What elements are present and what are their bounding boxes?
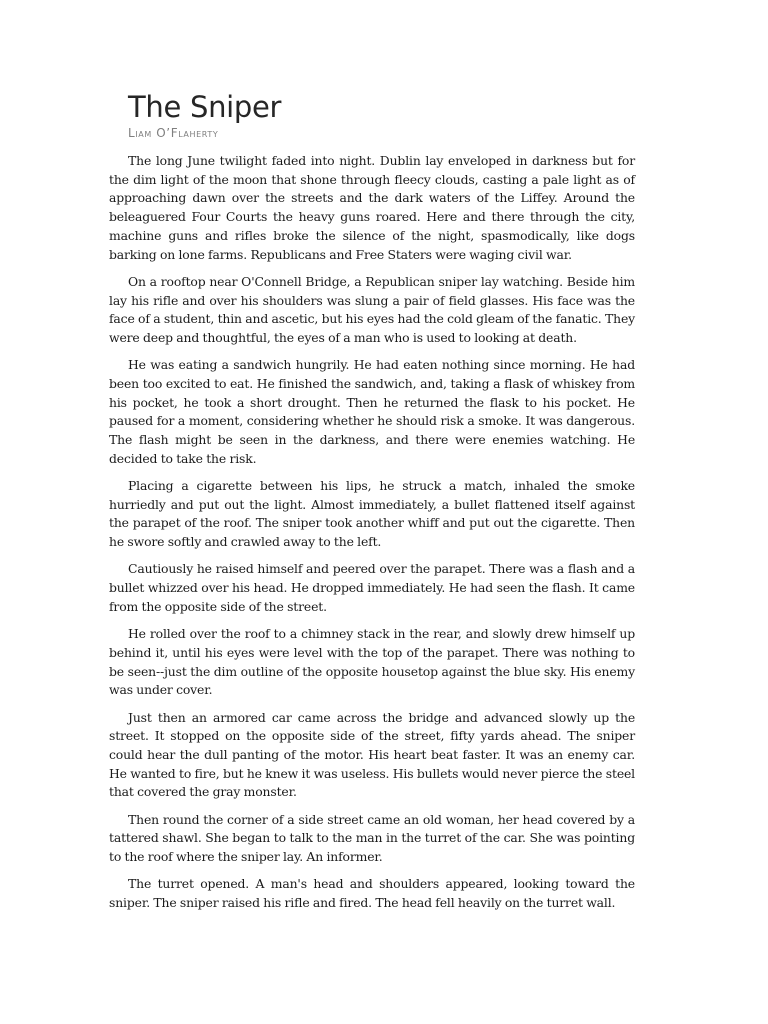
- paragraph-7: Just then an armored car came across the bridge and advanced slowly up the street. It stopped on the opposite side of the street, fifty yards ahead. The sniper could hear the dull panting of the motor. His heart beat faster. It was an enemy car. He wanted to fire, but he knew it was useless. His bullets would never pierce the steel that covered the gray monster.: [109, 709, 635, 800]
- paragraph-6: He rolled over the roof to a chimney stack in the rear, and slowly drew himself up behind it, until his eyes were level with the top of the parapet. There was nothing to be seen--just the dim outline of the opposite housetop against the blue sky. His enemy was under cover.: [109, 626, 635, 698]
- paragraph-9: The turret opened. A man's head and shoulders appeared, looking toward the sniper. The sniper raised his rifle and fired. The head fell heavily on the turret wall.: [109, 876, 635, 911]
- paragraph-2: On a rooftop near O'Connell Bridge, a Republican sniper lay watching. Beside him lay his rifle and over his shoulders was slung a pair of field glasses. His face was the face of a student, thin and ascetic, but his eyes had the cold gleam of the fanatic. They were deep and thoughtful, the eyes of a man who is used to looking at death.: [109, 273, 635, 345]
- paragraph-8: Then round the corner of a side street came an old woman, her head covered by a tattered shawl. She began to talk to the man in the turret of the car. She was pointing to the roof where the sniper lay. An informer.: [109, 811, 635, 865]
- document-page: [109, 88, 635, 921]
- paragraph-4: Placing a cigarette between his lips, he struck a match, inhaled the smoke hurriedly and put out the light. Almost immediately, a bullet flattened itself against the parapet of the roof. The sniper took another whiff and put out the cigarette. Then he swore softly and crawled away to the left.: [109, 478, 635, 550]
- page-title: The Sniper: [128, 90, 282, 124]
- paragraph-1: The long June twilight faded into night. Dublin lay enveloped in darkness but for the dim light of the moon that shone through fleecy clouds, casting a pale light as of approaching dawn over the streets and the dark waters of the Liffey. Around the beleaguered Four Courts the heavy guns roared. Here and there through the city, machine guns and rifles broke the silence of the night, spasmodically, like dogs barking on lone farms. Republicans and Free Staters were waging civil war.: [109, 153, 635, 262]
- paragraph-5: Cautiously he raised himself and peered over the parapet. There was a flash and a bullet whizzed over his head. He dropped immediately. He had seen the flash. It came from the opposite side of the street.: [109, 561, 635, 614]
- paragraph-3: He was eating a sandwich hungrily. He had eaten nothing since morning. He had been too excited to eat. He finished the sandwich, and, taking a flask of whiskey from his pocket, he took a short drought. Then he returned the flask to his pocket. He paused for a moment, considering whether he should risk a smoke. It was dangerous. The flash might be seen in the darkness, and there were enemies watching. He decided to take the risk.: [109, 357, 635, 466]
- author-byline: Liam O’Flaherty: [128, 126, 219, 140]
